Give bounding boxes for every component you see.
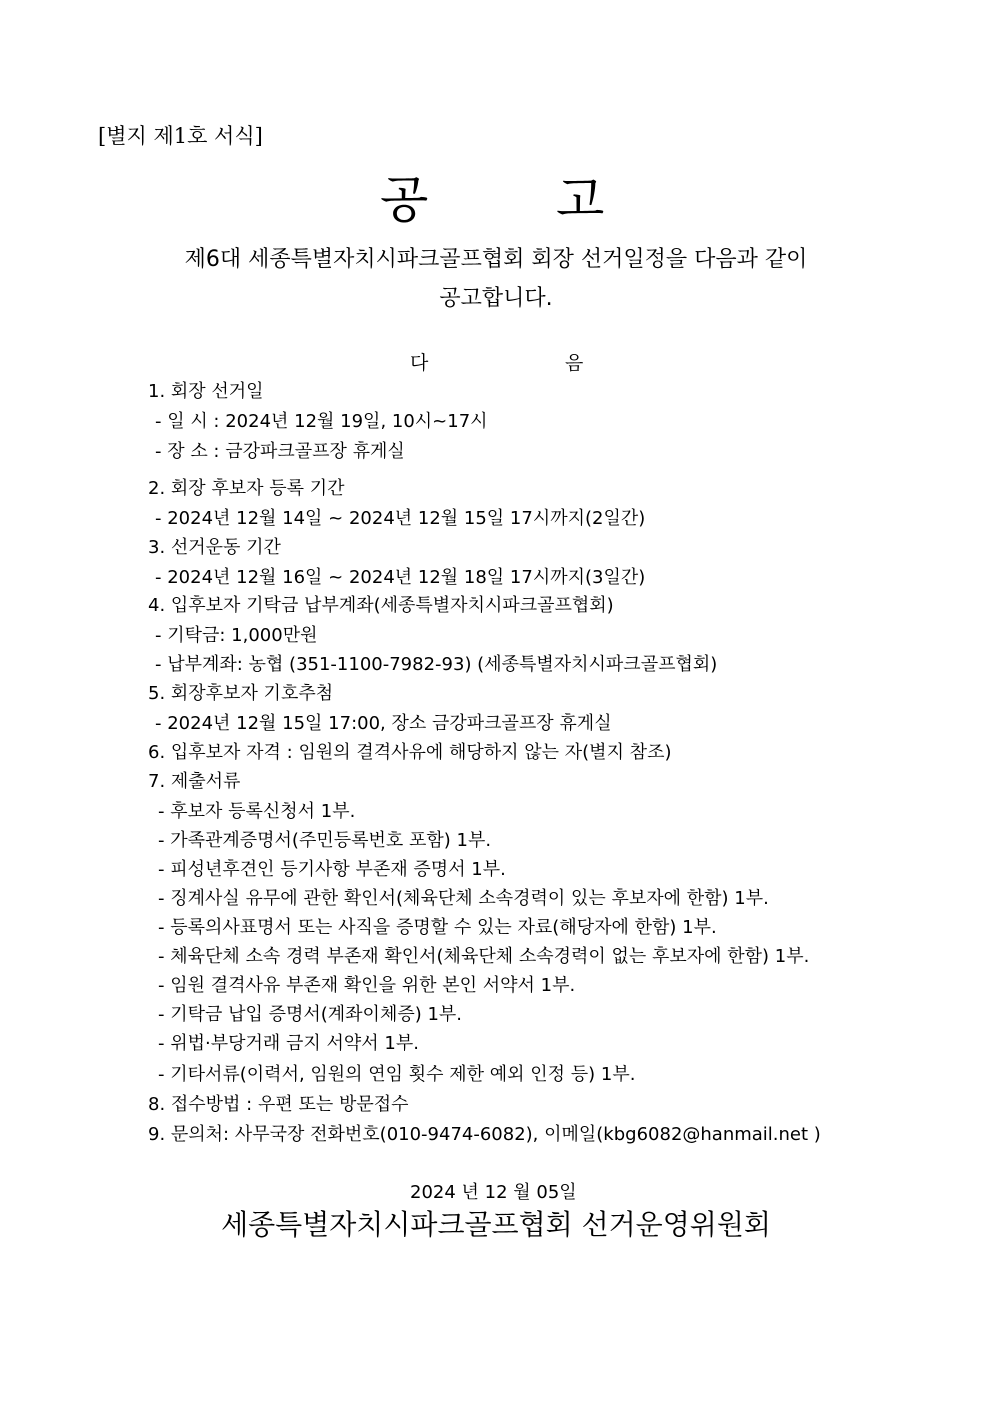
document-item: - 위법·부당거래 금지 서약서 1부.	[158, 1033, 419, 1054]
section-4-item: - 납부계좌: 농협 (351-1100-7982-93) (세종특별자치시파크골프협회)	[155, 654, 718, 675]
section-5-heading: 5. 회장후보자 기호추첨	[148, 683, 334, 704]
document-item: - 임원 결격사유 부존재 확인을 위한 본인 서약서 1부.	[158, 975, 576, 996]
organization-name: 세종특별자치시파크골프협회 선거운영위원회	[221, 1208, 771, 1241]
section-1-heading: 1. 회장 선거일	[148, 381, 264, 402]
section-2-heading: 2. 회장 후보자 등록 기간	[148, 478, 345, 499]
section-3-heading: 3. 선거운동 기간	[148, 537, 281, 558]
daum-first: 다	[410, 352, 429, 374]
section-1-item: - 장 소 : 금강파크골프장 휴게실	[155, 441, 405, 462]
document-item: - 등록의사표명서 또는 사직을 증명할 수 있는 자료(해당자에 한함) 1부.	[158, 917, 717, 938]
notice-title-second: 고	[556, 171, 605, 229]
intro-line-1: 제6대 세종특별자치시파크골프협회 회장 선거일정을 다음과 같이	[184, 247, 808, 272]
section-1-item: - 일 시 : 2024년 12월 19일, 10시~17시	[155, 411, 488, 432]
document-item: - 체육단체 소속 경력 부존재 확인서(체육단체 소속경력이 없는 후보자에 한함) 1부.	[158, 946, 810, 967]
document-item: - 기탁금 납입 증명서(계좌이체증) 1부.	[158, 1004, 463, 1025]
document-item: - 기타서류(이력서, 임원의 연임 횟수 제한 예외 인정 등) 1부.	[158, 1064, 636, 1085]
section-7-heading: 7. 제출서류	[148, 771, 241, 792]
section-5-item: - 2024년 12월 15일 17:00, 장소 금강파크골프장 휴게실	[155, 713, 612, 734]
form-label: [별지 제1호 서식]	[98, 124, 263, 148]
section-2-item: - 2024년 12월 14일 ~ 2024년 12월 15일 17시까지(2일간)	[155, 508, 646, 529]
intro-line-2: 공고합니다.	[439, 286, 553, 311]
notice-date: 2024 년 12 월 05일	[410, 1182, 577, 1203]
section-4-heading: 4. 입후보자 기탁금 납부계좌(세종특별자치시파크골프협회)	[148, 595, 614, 616]
notice-title-first: 공	[380, 171, 429, 229]
section-3-item: - 2024년 12월 16일 ~ 2024년 12월 18일 17시까지(3일간)	[155, 567, 646, 588]
daum-second: 음	[565, 352, 584, 374]
document-item: - 가족관계증명서(주민등록번호 포함) 1부.	[158, 830, 492, 851]
section-6-heading: 6. 입후보자 자격 : 임원의 결격사유에 해당하지 않는 자(별지 참조)	[148, 742, 672, 763]
section-9-heading: 9. 문의처: 사무국장 전화번호(010-9474-6082), 이메일(kbg6082@hanmail.net )	[148, 1124, 821, 1145]
document-item: - 피성년후견인 등기사항 부존재 증명서 1부.	[158, 859, 506, 880]
document-item: - 후보자 등록신청서 1부.	[158, 801, 356, 822]
document-item: - 징계사실 유무에 관한 확인서(체육단체 소속경력이 있는 후보자에 한함) 1부.	[158, 888, 769, 909]
section-8-heading: 8. 접수방법 : 우편 또는 방문접수	[148, 1094, 409, 1115]
section-4-item: - 기탁금: 1,000만원	[155, 625, 318, 646]
